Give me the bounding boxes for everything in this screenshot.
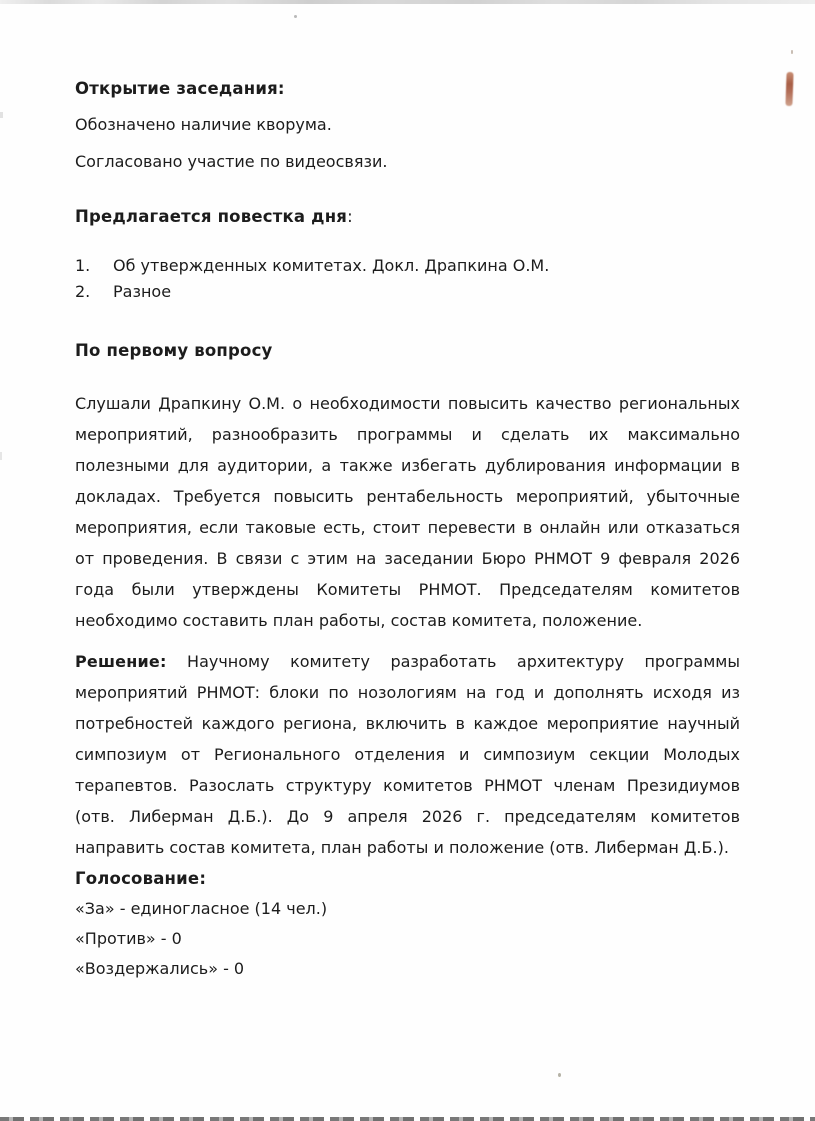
- decision-label: Решение:: [75, 652, 167, 671]
- agenda-item-number: 2.: [75, 282, 91, 301]
- opening-heading: Открытие заседания:: [75, 79, 285, 98]
- scan-speck: [791, 50, 793, 54]
- voting-result-abstained: «Воздержались» - 0: [75, 959, 245, 978]
- agenda-item-text: Об утвержденных комитетах. Докл. Драпкина О.М.: [113, 256, 550, 275]
- first-question-heading: По первому вопросу: [75, 341, 273, 360]
- opening-line: Обозначено наличие кворума.: [75, 115, 332, 134]
- voting-heading: Голосование:: [75, 869, 207, 888]
- document-body: [75, 0, 740, 984]
- agenda-item: [75, 279, 740, 305]
- scan-edge-bottom: [0, 1117, 815, 1121]
- scan-speck: [558, 1073, 561, 1077]
- agenda-item-text: Разное: [113, 282, 172, 301]
- agenda-item: [75, 253, 740, 279]
- agenda-heading: [75, 206, 740, 228]
- decision-paragraph: [75, 646, 740, 863]
- scan-speck: [0, 452, 2, 460]
- agenda-item-number: 1.: [75, 256, 91, 275]
- opening-line: Согласовано участие по видеосвязи.: [75, 152, 388, 171]
- voting-result-against: «Против» - 0: [75, 929, 182, 948]
- voting-result-for: «За» - единогласное (14 чел.): [75, 899, 328, 918]
- scan-stain-mark: [785, 72, 793, 106]
- decision-text: Научному комитету разработать архитектуру программы мероприятий РНМОТ: блоки по нозологиям на год и дополнять исходя из потребностей каждого региона, включить в каждое мероприятие научный симпозиум от Регионального отделения и симпозиум секции Молодых терапевтов. Разослать структуру комитетов РНМОТ членам Президиумов (отв. Либерман Д.Б.). До 9 апреля 2026 г. председателям комитетов направить состав комитета, план работы и положение (отв. Либерман Д.Б.).: [75, 652, 741, 857]
- agenda-list: [75, 253, 740, 305]
- first-question-paragraph: Слушали Драпкину О.М. о необходимости повысить качество региональных мероприятий, разнообразить программы и сделать их максимально полезными для аудитории, а также избегать дублирования информации в докладах. Требуется повысить рентабельность мероприятий, убыточные мероприятия, если таковые есть, стоит перевести в онлайн или отказаться от проведения. В связи с этим на заседании Бюро РНМОТ 9 февраля 2026 года были утверждены Комитеты РНМОТ. Председателям комитетов необходимо составить план работы, состав комитета, положение.: [75, 394, 740, 630]
- scan-speck: [0, 112, 3, 118]
- agenda-heading-colon: :: [347, 207, 353, 226]
- agenda-heading-text: Предлагается повестка дня: [75, 207, 348, 226]
